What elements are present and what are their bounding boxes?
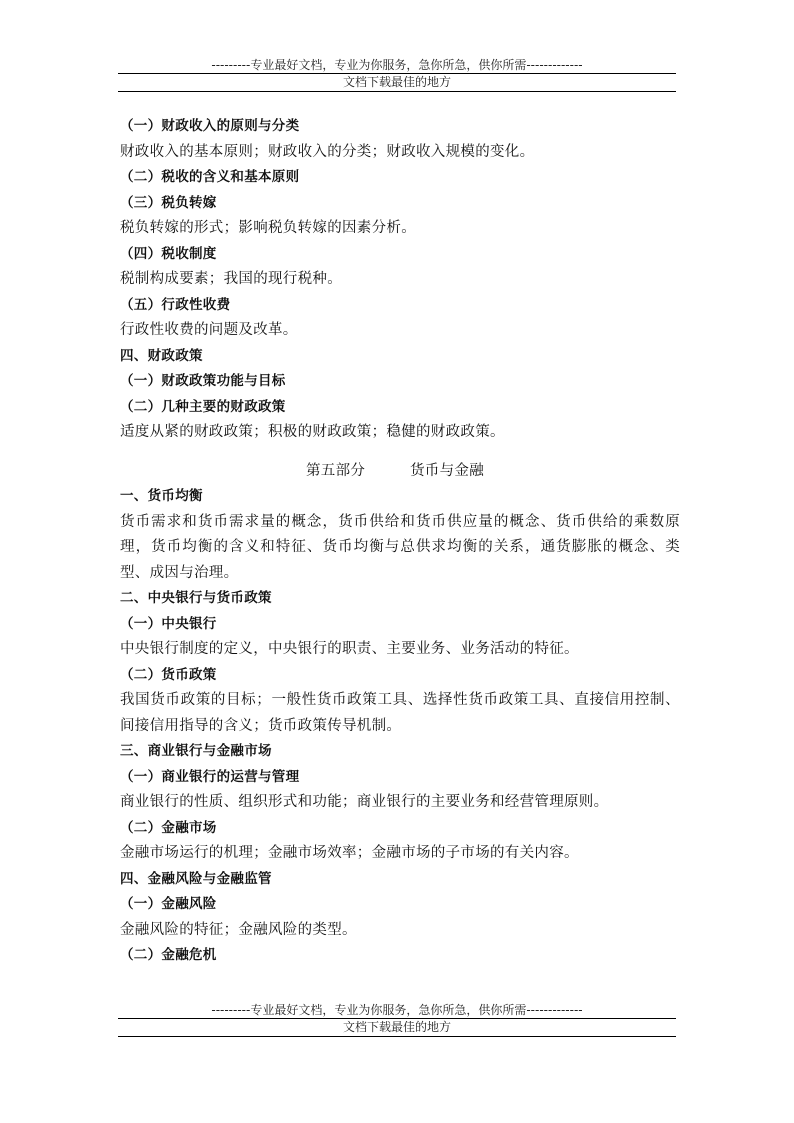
subsection-heading: （五）行政性收费 [120,296,231,313]
subsection-heading: （二）几种主要的财政政策 [120,398,286,415]
body-text: 金融风险的特征；金融风险的类型。 [120,921,357,938]
header-subtitle: 文档下载最佳的地方 [118,74,676,92]
page-footer [118,1003,676,1037]
body-text: 适度从紧的财政政策；积极的财政政策；稳健的财政政策。 [120,424,505,440]
body-text: 中央银行制度的定义，中央银行的职责、主要业务、业务活动的特征。 [120,641,579,657]
page-header [118,58,676,92]
subsection-heading: （一）财政收入的原则与分类 [120,118,300,134]
part-number: 第五部分 [306,462,366,479]
subsection-heading: （一）商业银行的运营与管理 [120,768,300,785]
section-heading: 二、中央银行与货币政策 [120,590,272,606]
subsection-heading: （一）中央银行 [120,615,217,632]
section-heading: 四、金融风险与金融监管 [120,870,272,887]
part-title [120,459,680,485]
document-body [120,114,680,969]
section-heading: 三、商业银行与金融市场 [120,743,272,759]
footer-subtitle: 文档下载最佳的地方 [118,1019,676,1037]
subsection-heading: （三）税负转嫁 [120,194,217,211]
subsection-heading: （二）金融危机 [120,947,217,963]
section-heading: 一、货币均衡 [120,488,203,504]
subsection-heading: （一）金融风险 [120,896,217,912]
body-text: 行政性收费的问题及改革。 [120,322,298,338]
section-heading: 四、财政政策 [120,347,203,364]
subsection-heading: （二）税收的含义和基本原则 [120,169,300,185]
body-paragraph: 货币需求和货币需求量的概念，货币供给和货币供应量的概念、货币供给的乘数原理，货币均衡的含义和特征、货币均衡与总供求均衡的关系，通货膨胀的概念、类型、成因与治理。 [120,513,680,581]
part-name: 货币与金融 [410,462,484,479]
body-text: 金融市场运行的机理；金融市场效率；金融市场的子市场的有关内容。 [120,845,579,861]
body-paragraph: 我国货币政策的目标；一般性货币政策工具、选择性货币政策工具、直接信用控制、间接信用指导的含义；货币政策传导机制。 [120,692,680,734]
subsection-heading: （二）货币政策 [120,666,217,683]
body-text: 财政收入的基本原则；财政收入的分类；财政收入规模的变化。 [120,143,535,160]
body-text: 商业银行的性质、组织形式和功能；商业银行的主要业务和经营管理原则。 [120,794,609,810]
footer-tagline: ---------专业最好文档，专业为你服务，急你所急，供你所需------------- [118,1003,676,1019]
body-text: 税负转嫁的形式；影响税负转嫁的因素分析。 [120,220,416,236]
subsection-heading: （一）财政政策功能与目标 [120,373,286,389]
subsection-heading: （四）税收制度 [120,245,217,262]
header-tagline: ---------专业最好文档，专业为你服务，急你所急，供你所需------------- [118,58,676,74]
subsection-heading: （二）金融市场 [120,819,217,836]
body-text: 税制构成要素；我国的现行税种。 [120,271,342,287]
